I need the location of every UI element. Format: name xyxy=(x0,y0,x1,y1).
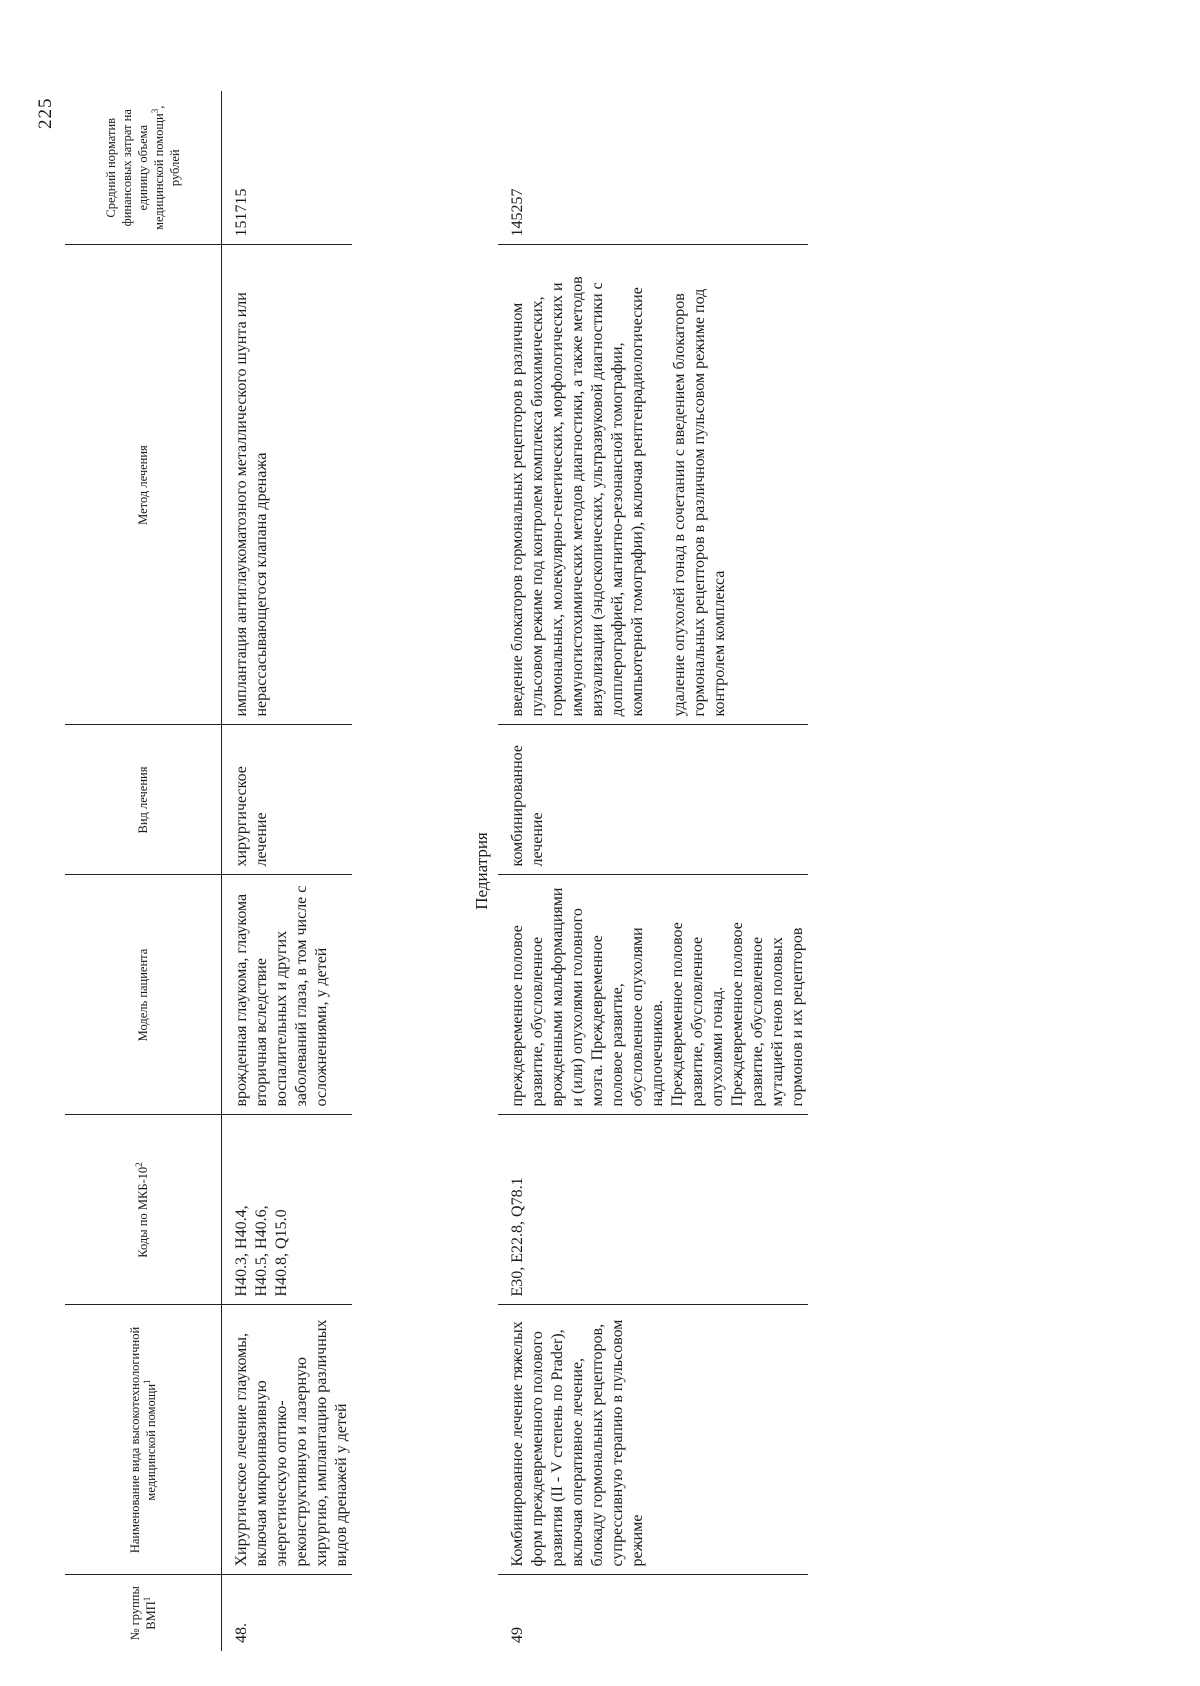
section-row xyxy=(352,91,498,1651)
rotated-page xyxy=(35,13,1165,1673)
cell-group-no: 49 xyxy=(498,1575,808,1651)
header-model: Модель пациента xyxy=(65,875,222,1115)
method-gap xyxy=(648,252,670,717)
header-cost: Средний норматив финансовых затрат на единицу объема медицинской помощи$^3$, рублей xyxy=(65,91,222,245)
cell-codes: H40.3, H40.4, H40.5, H40.6, H40.8, Q15.0 xyxy=(222,1115,353,1305)
table-header-row xyxy=(65,91,222,1651)
header-name: Наименование вида высокотехнологичной медицинской помощи$^1$ xyxy=(65,1305,222,1575)
table-row xyxy=(222,91,353,1651)
cell-method xyxy=(498,245,808,725)
cell-method xyxy=(222,245,353,725)
method-text: имплантация антиглаукоматозного металлического шунта или нерассасывающегося клапана дренажа xyxy=(233,292,270,717)
cell-name: Комбинированное лечение тяжелых форм преждевременного полового развития (II - V степень по Prader), включая оперативное лечение, блокаду гормональных рецепторов, супрессивную терапию в пульсовом режиме xyxy=(498,1305,808,1575)
cell-codes: E30, E22.8, Q78.1 xyxy=(498,1115,808,1305)
page-number: 225 xyxy=(35,97,56,129)
section-title: Педиатрия xyxy=(472,832,491,910)
method-text: удаление опухолей гонад в сочетании с введением блокаторов гормональных рецепторов в различном пульсовом режиме под контролем комплекса xyxy=(671,288,728,717)
cell-treatment-type: комбинированное лечение xyxy=(498,725,808,875)
cell-model: врожденная глаукома, глаукома вторичная вследствие воспалительных и других заболеваний глаза, в том числе с осложнениями, у детей xyxy=(222,875,353,1115)
table-row xyxy=(498,91,808,1651)
header-treatment-type: Вид лечения xyxy=(65,725,222,875)
cell-name: Хирургическое лечение глаукомы, включая микроинвазивную энергетическую оптико-реконструктивную и лазерную хирургию, имплантацию различных видов дренажей у детей xyxy=(222,1305,353,1575)
vmp-table xyxy=(65,91,808,1651)
header-codes: Коды по МКБ-$10^2$ xyxy=(65,1115,222,1305)
cell-cost: 151715 xyxy=(233,188,250,237)
cell-cost: 145257 xyxy=(509,188,526,237)
cell-treatment-type: хирургическое лечение xyxy=(222,725,353,875)
method-text: введение блокаторов гормональных рецепторов в различном пульсовом режиме под контролем комплекса биохимических, гормональных, молекулярно-генетических, морфологических и иммуногистохимических методов диагностики, а также методов визуализации (эндоскопических, ультразвуковой диагностики с допплерографией, магнитно-резонансной томографии, компьютерной томографии), включая рентгенрадиологические xyxy=(509,276,646,717)
header-method: Метод лечения xyxy=(65,245,222,725)
cell-model: преждевременное половое развитие, обусловленное врожденными мальформациями и (или) опухолями головного мозга. Преждевременное половое развитие, обусловленное опухолями надпочечников. Преждевременное половое развитие, обусловленное опухолями гонад. Преждевременное половое развитие, обусловленное мутацией генов половых гормонов и их рецепторов xyxy=(498,875,808,1115)
header-group-no: № группы ВМП$^1$ xyxy=(65,1575,222,1651)
cell-group-no: 48. xyxy=(222,1575,353,1651)
